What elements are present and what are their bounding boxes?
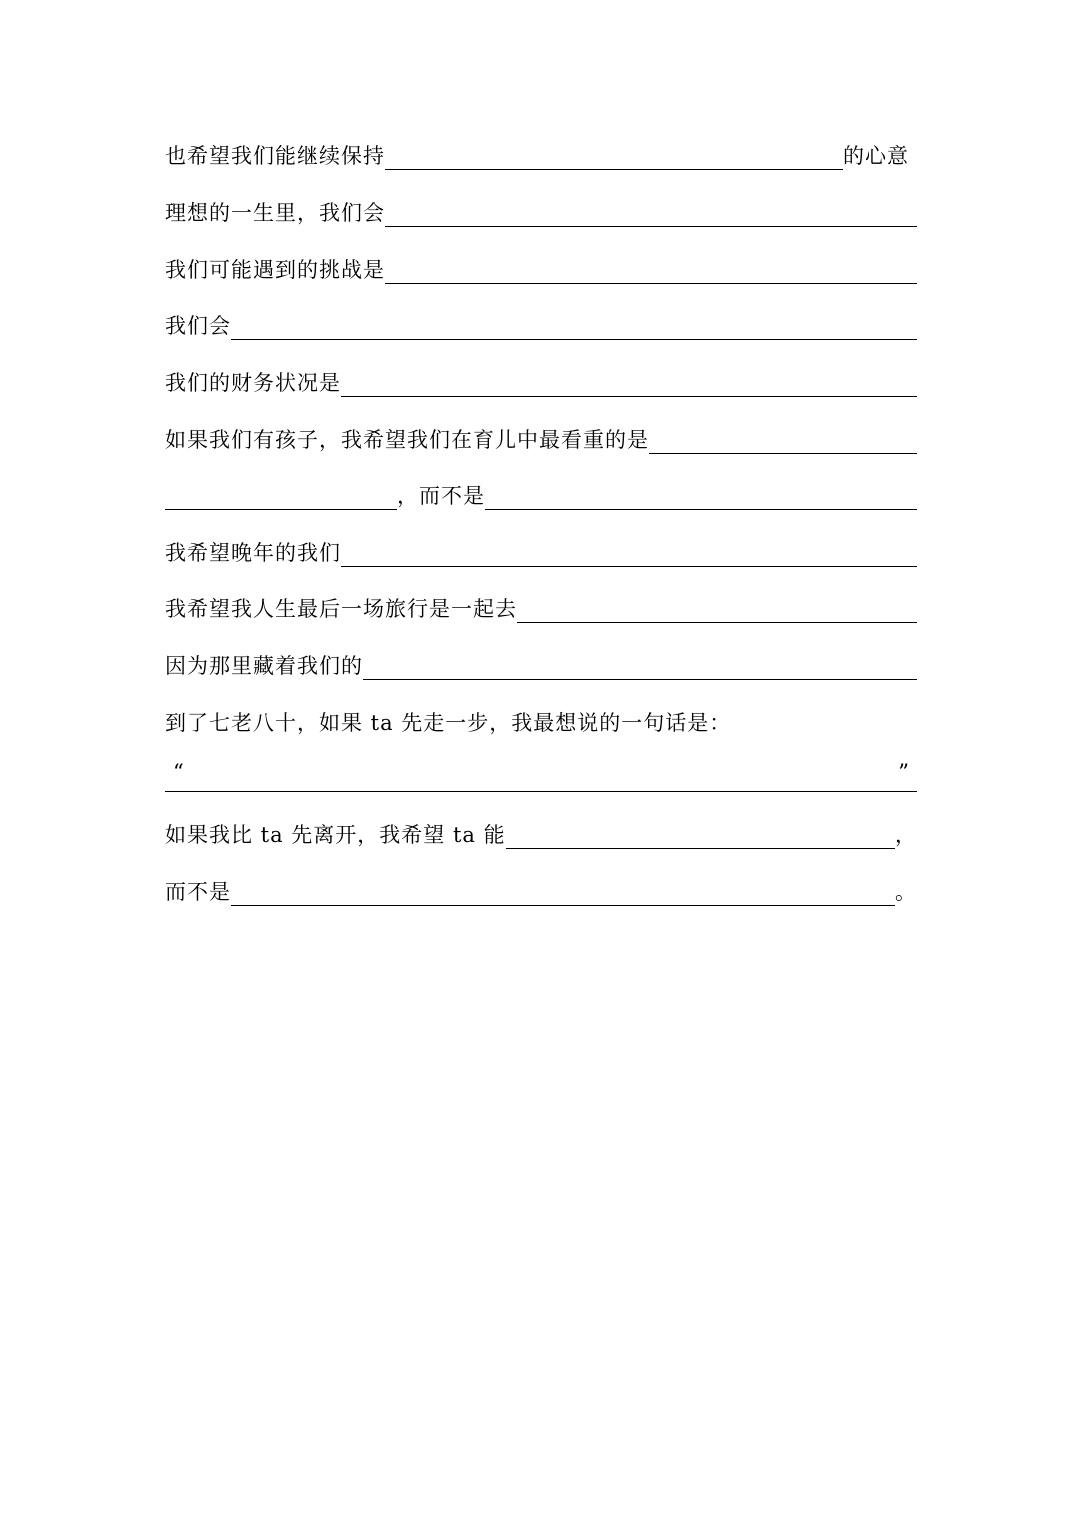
line-challenges-label: 我们可能遇到的挑战是 — [165, 258, 385, 282]
line-keep-heart-suffix: 的心意 — [843, 144, 909, 168]
hidden-there-blank[interactable] — [363, 654, 917, 680]
challenges-blank[interactable] — [385, 258, 917, 284]
rather-than-final-blank[interactable] — [231, 880, 895, 906]
line-finances — [165, 363, 917, 397]
open-quote-mark: “ — [173, 760, 184, 784]
line-if-i-leave-first — [165, 815, 917, 849]
line-ideal-life-label: 理想的一生里，我们会 — [165, 201, 385, 225]
line-hidden-there-label: 因为那里藏着我们的 — [165, 654, 363, 678]
line-hidden-there — [165, 646, 917, 680]
line-keep-heart-label: 也希望我们能继续保持 — [165, 144, 385, 168]
we-will-blank[interactable] — [231, 314, 917, 340]
line-if-i-leave-first-label: 如果我比 ta 先离开，我希望 ta 能 — [165, 823, 506, 847]
last-words-blank[interactable] — [165, 758, 917, 792]
close-quote-mark: ” — [898, 760, 909, 784]
keep-heart-blank[interactable] — [385, 144, 843, 170]
line-rather-than-final-suffix: 。 — [895, 880, 917, 904]
line-we-will-label: 我们会 — [165, 314, 231, 338]
line-last-trip-label: 我希望我人生最后一场旅行是一起去 — [165, 597, 517, 621]
parenting-value-blank[interactable] — [165, 484, 397, 510]
line-finances-label: 我们的财务状况是 — [165, 371, 341, 395]
line-rather-than-final-label: 而不是 — [165, 880, 231, 904]
line-last-words-prompt — [165, 703, 917, 737]
last-words-prompt: 到了七老八十，如果 ta 先走一步，我最想说的一句话是： — [165, 711, 732, 735]
ideal-life-blank[interactable] — [385, 201, 917, 227]
line-rather-than-final — [165, 872, 917, 906]
line-we-will — [165, 306, 917, 340]
old-age-blank[interactable] — [341, 541, 917, 567]
line-challenges — [165, 250, 917, 284]
line-keep-heart — [165, 136, 917, 170]
line-ideal-life — [165, 193, 917, 227]
finances-blank[interactable] — [341, 371, 917, 397]
line-old-age — [165, 533, 917, 567]
line-if-i-leave-first-suffix: ， — [895, 823, 917, 847]
line-parenting — [165, 420, 917, 454]
last-trip-blank[interactable] — [517, 597, 917, 623]
line-rather-than — [165, 476, 917, 510]
line-parenting-label: 如果我们有孩子，我希望我们在育儿中最看重的是 — [165, 428, 649, 452]
if-i-leave-first-blank[interactable] — [506, 823, 895, 849]
line-old-age-label: 我希望晚年的我们 — [165, 541, 341, 565]
parenting-blank[interactable] — [649, 428, 917, 454]
line-rather-than-label: ，而不是 — [397, 484, 485, 508]
rather-than-blank[interactable] — [485, 484, 917, 510]
line-last-trip — [165, 589, 917, 623]
